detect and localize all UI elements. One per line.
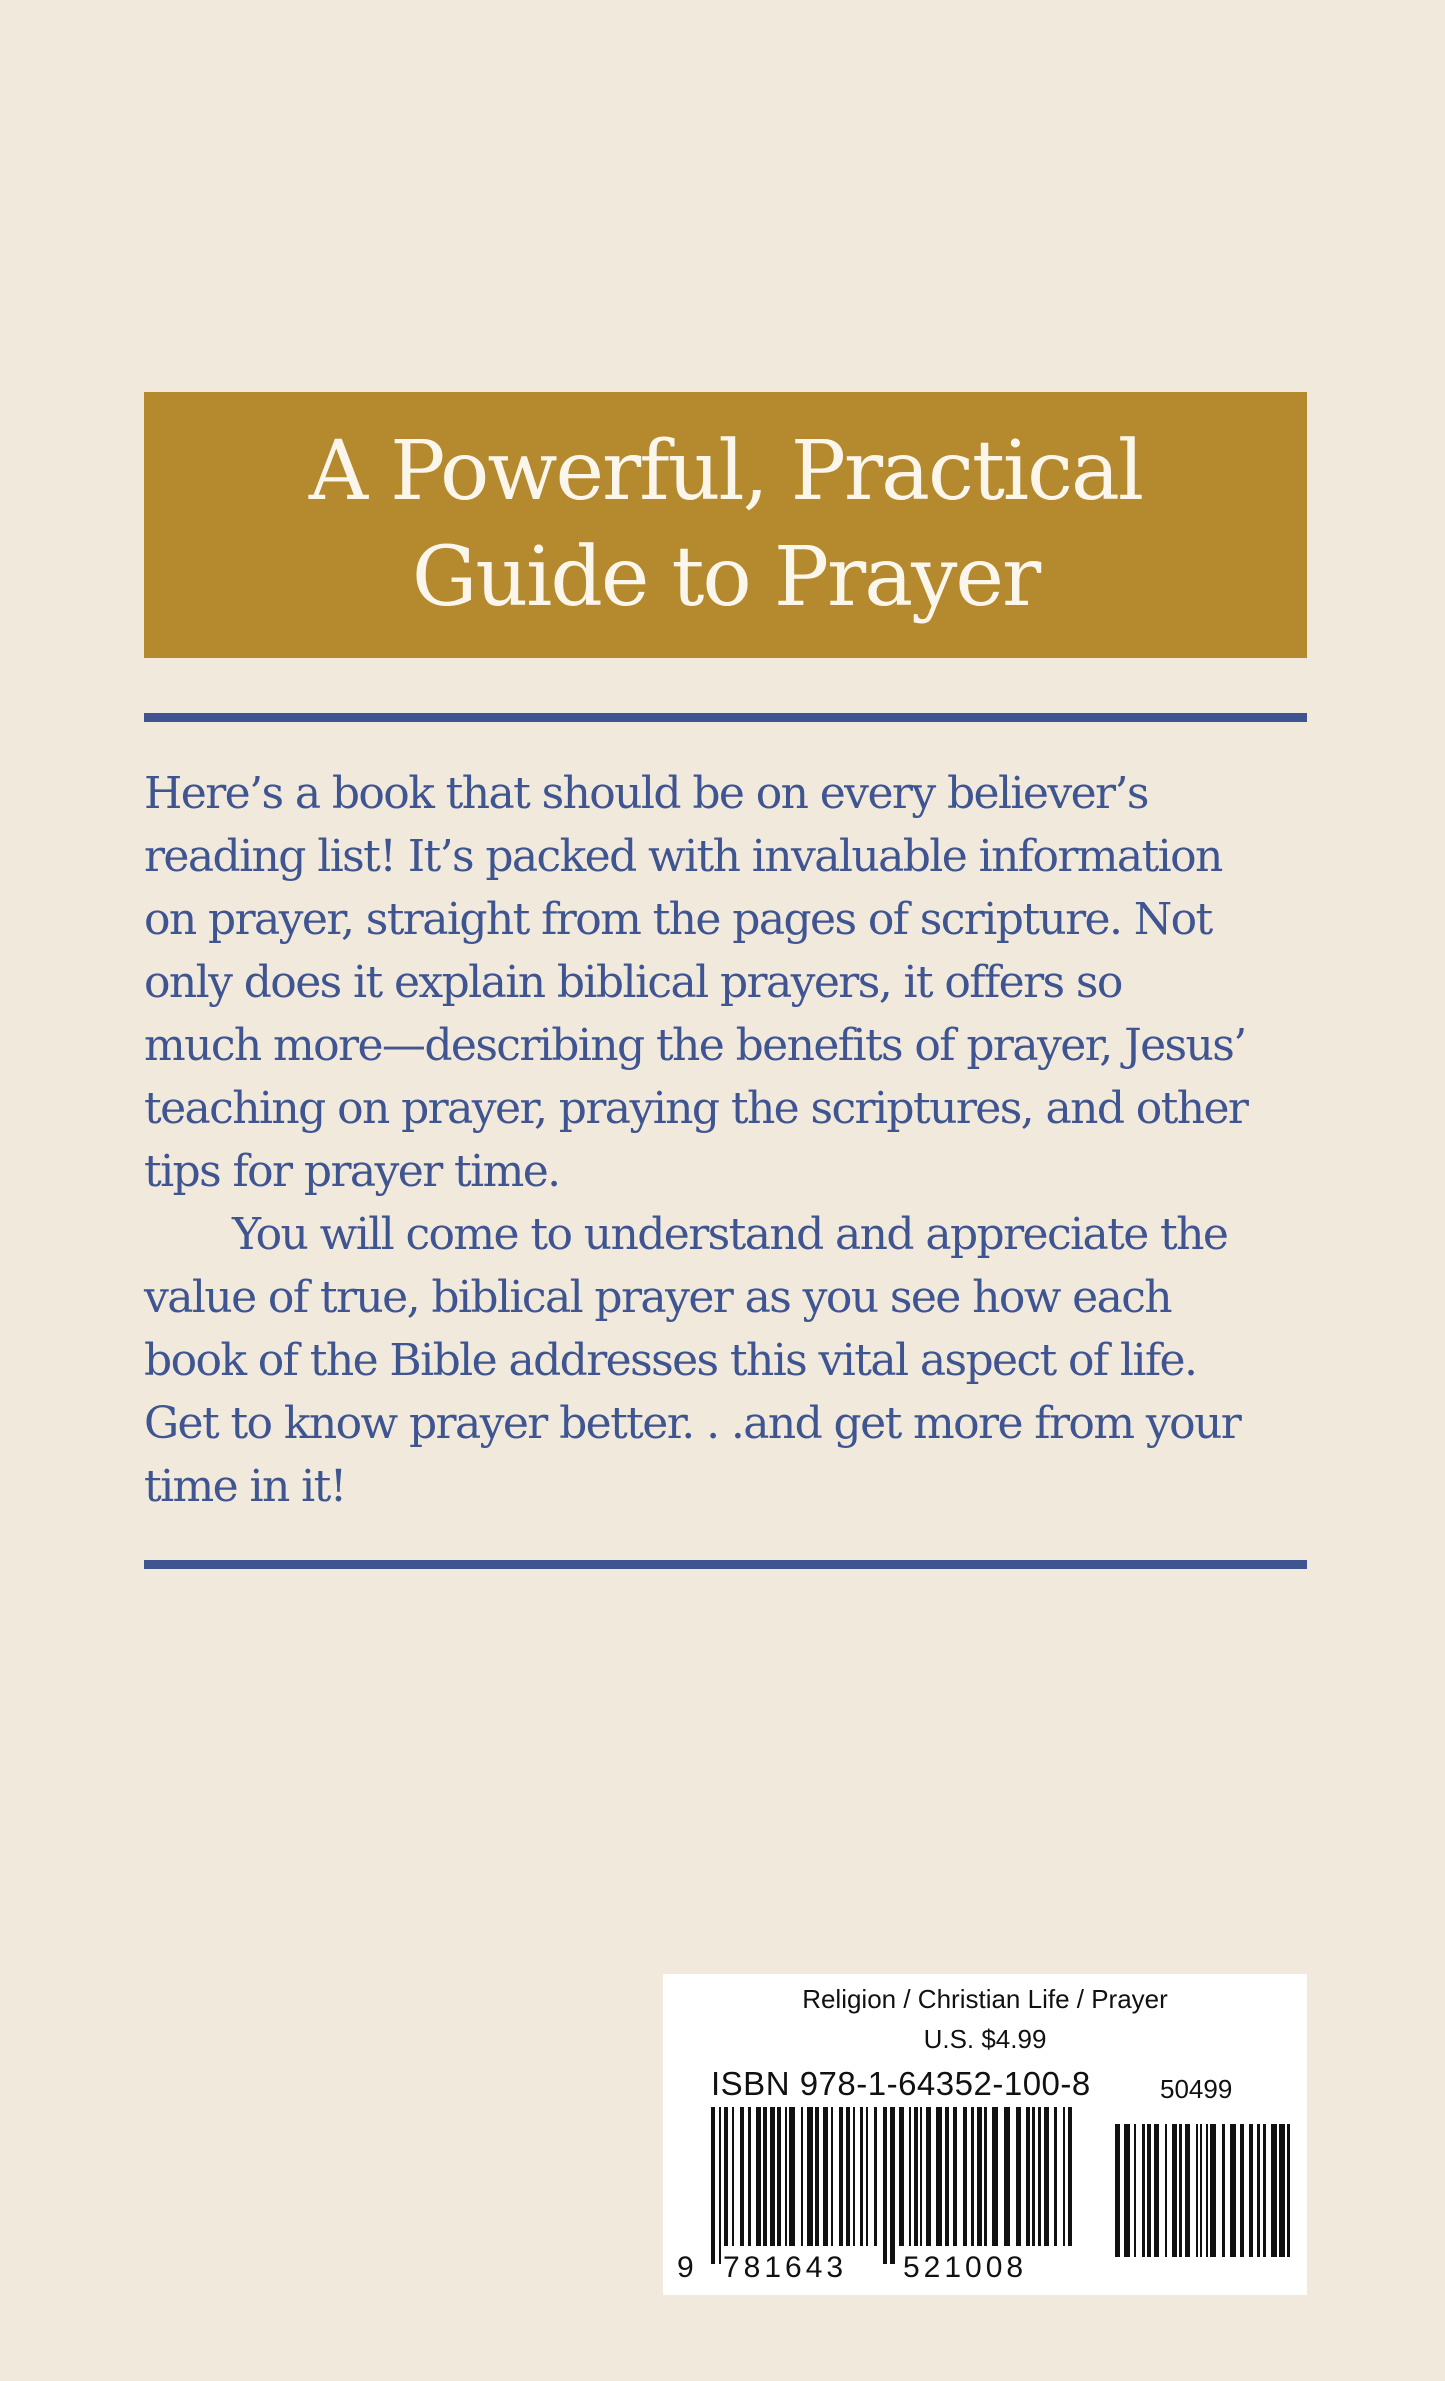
- addon-code-label: 50499: [1160, 2074, 1233, 2104]
- barcode-bar: [914, 2107, 918, 2246]
- barcode-bar: [748, 2107, 751, 2246]
- barcode-bar: [740, 2107, 744, 2246]
- description-line: only does it explain biblical prayers, it offers so: [144, 957, 1122, 1008]
- barcode-bar: [807, 2107, 813, 2246]
- banner-title-line-2: Guide to Prayer: [411, 530, 1040, 625]
- barcode-bar: [1196, 2124, 1198, 2257]
- barcode-bar: [1240, 2124, 1244, 2257]
- barcode-bar: [1147, 2124, 1151, 2257]
- barcode-bar: [1172, 2124, 1177, 2257]
- barcode-bar: [1115, 2124, 1120, 2257]
- barcode-bar: [1154, 2124, 1159, 2257]
- barcode-bar: [777, 2107, 781, 2246]
- barcode-bar: [909, 2107, 911, 2246]
- barcode-bar: [1249, 2124, 1253, 2257]
- barcode-bar: [1026, 2107, 1030, 2246]
- banner-title-line-1: A Powerful, Practical: [308, 424, 1143, 519]
- barcode-bar: [853, 2107, 855, 2246]
- barcode-bars: [663, 1974, 1307, 2295]
- barcode-bar: [1210, 2124, 1216, 2257]
- barcode-bar: [1230, 2124, 1236, 2257]
- barcode-bar: [823, 2107, 828, 2246]
- description-line: book of the Bible addresses this vital aspect of life.: [144, 1335, 1197, 1386]
- description-line: reading list! It’s packed with invaluable information: [144, 831, 1222, 882]
- barcode-bar: [1032, 2107, 1035, 2246]
- barcode-bar: [846, 2107, 850, 2246]
- bottom-divider: [144, 1560, 1307, 1569]
- barcode-bar: [1004, 2107, 1010, 2246]
- barcode-bar: [711, 2107, 715, 2264]
- barcode-bar: [953, 2107, 957, 2246]
- barcode-bar: [756, 2107, 761, 2246]
- barcode-panel: [663, 1974, 1307, 2295]
- barcode-bar: [1206, 2124, 1208, 2257]
- barcode-bar: [1185, 2124, 1190, 2257]
- barcode-bar: [926, 2107, 931, 2246]
- barcode-bar: [866, 2107, 868, 2246]
- barcode-bar: [789, 2107, 795, 2246]
- barcode-bar: [1142, 2124, 1145, 2257]
- barcode-bar: [963, 2107, 967, 2246]
- barcode-bar: [1068, 2107, 1072, 2246]
- barcode-bar: [883, 2107, 887, 2264]
- description-text: [144, 762, 1319, 1518]
- description-line: on prayer, straight from the pages of scripture. Not: [144, 894, 1212, 945]
- barcode-bar: [1038, 2107, 1041, 2246]
- barcode-bar: [984, 2107, 987, 2246]
- barcode-bar: [1222, 2124, 1225, 2257]
- barcode-bar: [920, 2107, 922, 2246]
- barcode-bar: [724, 2107, 728, 2246]
- barcode-first-digit: 9: [677, 2251, 694, 2284]
- barcode-bar: [899, 2107, 904, 2246]
- barcode-right-digits: 521008: [903, 2251, 1028, 2284]
- price-label: U.S. $4.99: [923, 2024, 1047, 2054]
- barcode-bar: [1165, 2124, 1167, 2257]
- title-banner: [144, 392, 1307, 658]
- barcode-bar: [732, 2107, 734, 2246]
- barcode-bar: [1263, 2124, 1266, 2257]
- barcode-bar: [1287, 2124, 1290, 2257]
- barcode-bar: [815, 2107, 819, 2246]
- barcode-bar: [936, 2107, 942, 2246]
- barcode-bar: [1124, 2124, 1130, 2257]
- barcode-bar: [831, 2107, 833, 2246]
- barcode-bar: [860, 2107, 863, 2246]
- barcode-bar: [763, 2107, 767, 2246]
- barcode-left-digits: 781643: [723, 2251, 848, 2284]
- barcode-bar: [801, 2107, 803, 2246]
- barcode-bar: [1063, 2107, 1065, 2246]
- barcode-bar: [719, 2107, 721, 2264]
- description-line: tips for prayer time.: [144, 1146, 560, 1197]
- barcode-bar: [1016, 2107, 1021, 2246]
- description-line: Get to know prayer better. . .and get more from your: [144, 1398, 1241, 1449]
- barcode-bar: [1200, 2124, 1202, 2257]
- barcode-bar: [785, 2107, 787, 2246]
- description-line: time in it!: [144, 1461, 346, 1512]
- description-line: Here’s a book that should be on every believer’s: [144, 768, 1148, 819]
- barcode-bar: [770, 2107, 775, 2246]
- barcode-bar: [1179, 2124, 1182, 2257]
- barcode-bar: [1257, 2124, 1260, 2257]
- description-line: value of true, biblical prayer as you see how each: [144, 1272, 1172, 1323]
- barcode-bar: [890, 2107, 895, 2264]
- category-label: Religion / Christian Life / Prayer: [802, 1984, 1168, 2014]
- barcode-bar: [1134, 2124, 1136, 2257]
- barcode-bar: [1054, 2107, 1057, 2246]
- description-line: You will come to understand and appreciate the: [232, 1209, 1228, 1260]
- barcode-bar: [977, 2107, 982, 2246]
- barcode-bar: [945, 2107, 949, 2246]
- barcode-bar: [971, 2107, 974, 2246]
- barcode-bar: [1271, 2124, 1277, 2257]
- barcode-bar: [1044, 2107, 1049, 2246]
- barcode-bar: [839, 2107, 843, 2246]
- isbn-label: ISBN 978-1-64352-100-8: [711, 2065, 1091, 2102]
- top-divider: [144, 713, 1307, 722]
- barcode-bar: [992, 2107, 998, 2246]
- description-line: teaching on prayer, praying the scriptures, and other: [144, 1083, 1248, 1134]
- description-line: much more—describing the benefits of prayer, Jesus’: [144, 1020, 1246, 1071]
- barcode-bar: [1279, 2124, 1285, 2257]
- barcode-bar: [874, 2107, 877, 2246]
